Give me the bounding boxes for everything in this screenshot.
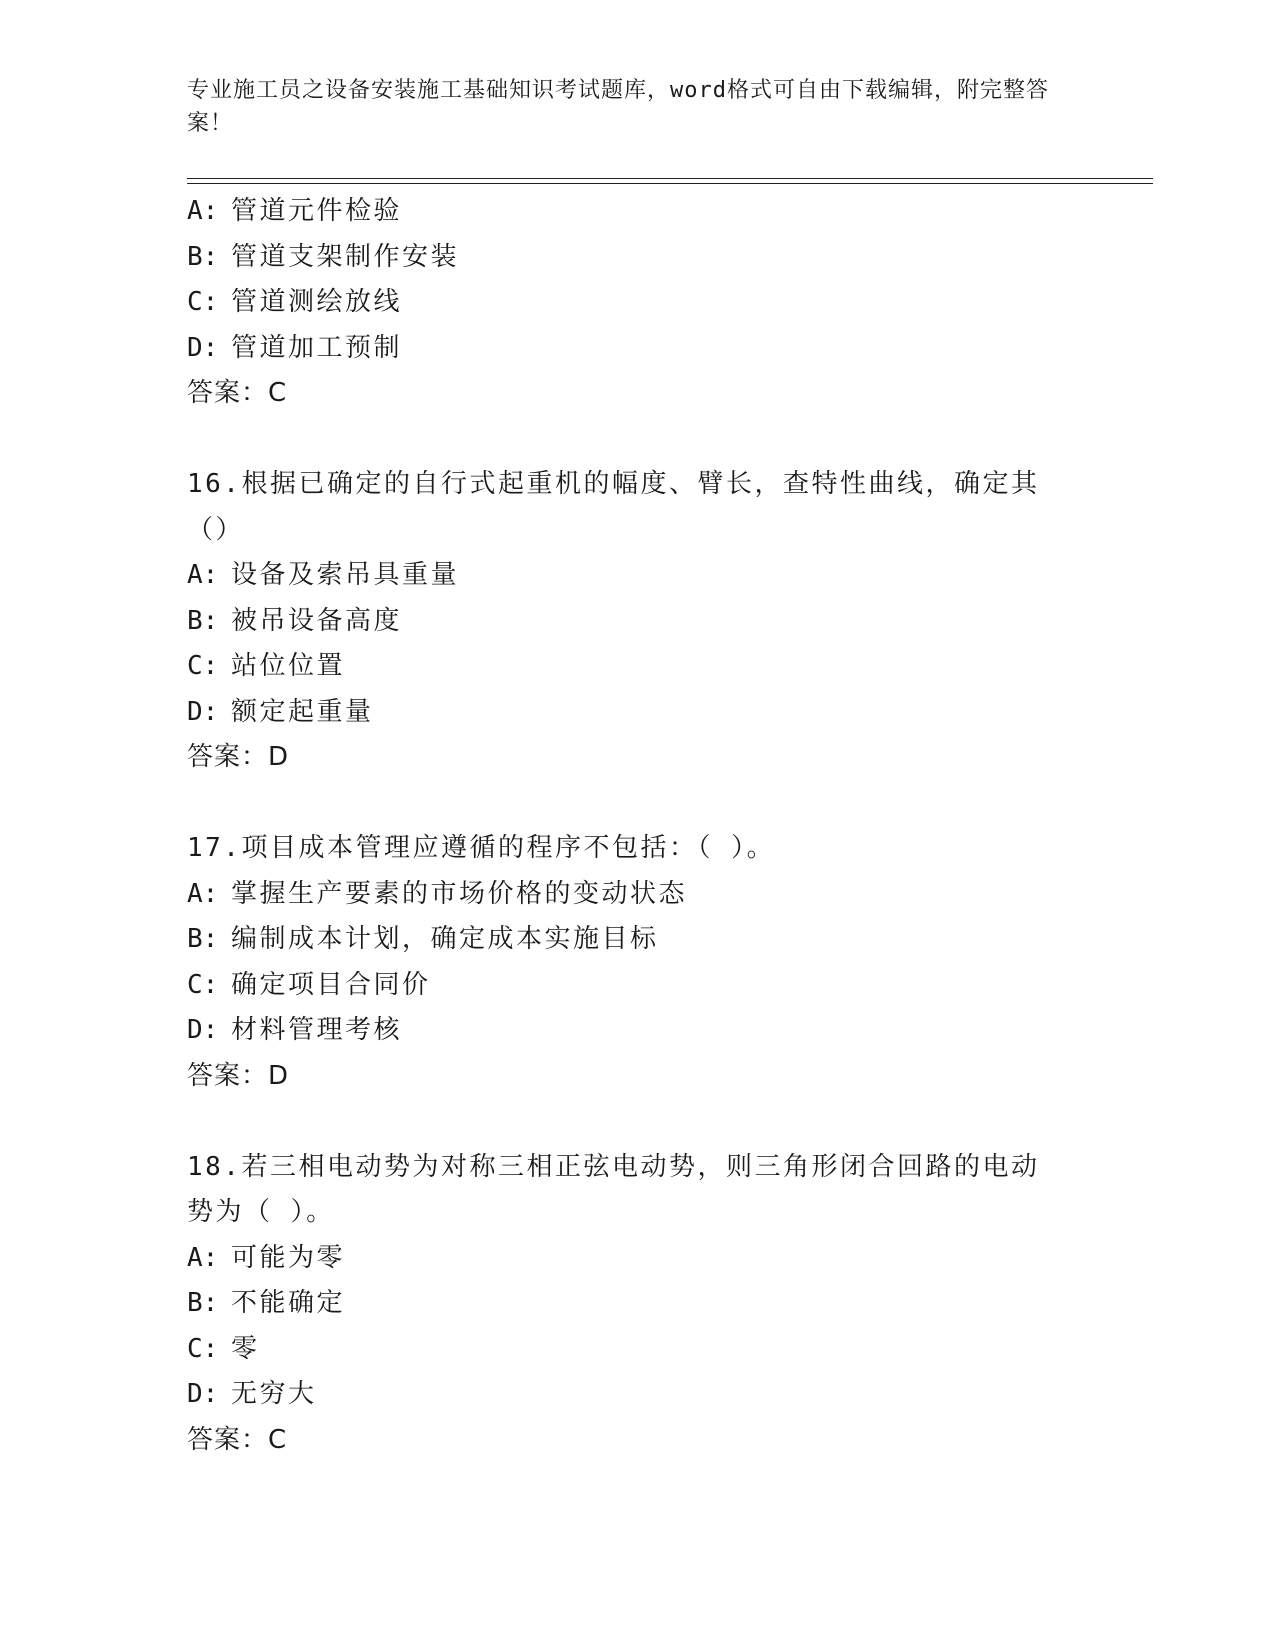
option-text: 材料管理考核 bbox=[231, 1015, 403, 1045]
option-prefix: B: bbox=[187, 605, 219, 636]
option-prefix: C: bbox=[187, 1333, 219, 1364]
answer-text: 答案：C bbox=[187, 378, 288, 408]
question-block-17 bbox=[187, 826, 1087, 1099]
option-a bbox=[187, 553, 1087, 599]
option-prefix: A: bbox=[187, 1242, 219, 1273]
option-prefix: D: bbox=[187, 1015, 219, 1045]
option-c bbox=[187, 280, 1087, 326]
option-text: 管道测绘放线 bbox=[231, 287, 403, 317]
option-text: 管道支架制作安装 bbox=[231, 241, 460, 272]
option-b bbox=[187, 1281, 1087, 1327]
option-c bbox=[187, 644, 1087, 690]
question-list bbox=[187, 189, 1087, 1463]
question-text: 18.若三相电动势为对称三相正弦电动势，则三角形闭合回路的电动势为（ ）。 bbox=[187, 1151, 1040, 1227]
option-prefix: B: bbox=[187, 1288, 219, 1318]
option-prefix: D: bbox=[187, 1379, 219, 1409]
option-b bbox=[187, 235, 1087, 281]
option-d bbox=[187, 326, 1087, 372]
option-text: 不能确定 bbox=[231, 1288, 346, 1318]
option-c bbox=[187, 963, 1087, 1009]
spacer bbox=[187, 1099, 1087, 1145]
option-text: 零 bbox=[231, 1333, 260, 1364]
option-prefix: A: bbox=[187, 196, 219, 226]
option-d bbox=[187, 690, 1087, 736]
option-b bbox=[187, 917, 1087, 963]
option-text: 可能为零 bbox=[231, 1242, 346, 1273]
answer-text: 答案：C bbox=[187, 1424, 288, 1455]
spacer bbox=[187, 417, 1087, 463]
option-text: 设备及索吊具重量 bbox=[231, 560, 460, 590]
option-prefix: D: bbox=[187, 696, 219, 727]
question-text: 17.项目成本管理应遵循的程序不包括：（ ）。 bbox=[187, 833, 776, 863]
option-prefix: C: bbox=[187, 969, 219, 1000]
option-prefix: D: bbox=[187, 332, 219, 363]
option-a bbox=[187, 189, 1087, 235]
question-block-16 bbox=[187, 462, 1087, 781]
option-text: 管道元件检验 bbox=[231, 196, 403, 226]
header-divider-top bbox=[187, 178, 1153, 179]
document-header bbox=[187, 74, 1067, 140]
option-d bbox=[187, 1008, 1087, 1054]
option-text: 管道加工预制 bbox=[231, 332, 403, 363]
spacer bbox=[187, 781, 1087, 827]
option-prefix: B: bbox=[187, 241, 219, 272]
header-divider-bottom bbox=[187, 183, 1153, 184]
option-text: 被吊设备高度 bbox=[231, 605, 403, 636]
answer-text: 答案：D bbox=[187, 742, 290, 772]
option-text: 掌握生产要素的市场价格的变动状态 bbox=[231, 878, 688, 909]
option-prefix: C: bbox=[187, 287, 219, 317]
option-a bbox=[187, 872, 1087, 918]
question-block-18 bbox=[187, 1145, 1087, 1464]
option-d bbox=[187, 1372, 1087, 1418]
option-prefix: B: bbox=[187, 924, 219, 954]
option-prefix: A: bbox=[187, 560, 219, 590]
answer-text: 答案：D bbox=[187, 1060, 290, 1091]
option-text: 额定起重量 bbox=[231, 696, 374, 727]
option-text: 无穷大 bbox=[231, 1379, 317, 1409]
option-a bbox=[187, 1236, 1087, 1282]
option-b bbox=[187, 599, 1087, 645]
option-text: 站位位置 bbox=[231, 651, 346, 681]
option-c bbox=[187, 1327, 1087, 1373]
option-prefix: C: bbox=[187, 651, 219, 681]
option-prefix: A: bbox=[187, 878, 219, 909]
question-block-15 bbox=[187, 189, 1087, 417]
option-text: 确定项目合同价 bbox=[231, 969, 431, 1000]
header-text: 专业施工员之设备安装施工基础知识考试题库，word格式可自由下载编辑，附完整答案！ bbox=[187, 78, 1049, 136]
question-text: 16.根据已确定的自行式起重机的幅度、臂长，查特性曲线，确定其（） bbox=[187, 469, 1040, 545]
option-text: 编制成本计划，确定成本实施目标 bbox=[231, 924, 659, 954]
